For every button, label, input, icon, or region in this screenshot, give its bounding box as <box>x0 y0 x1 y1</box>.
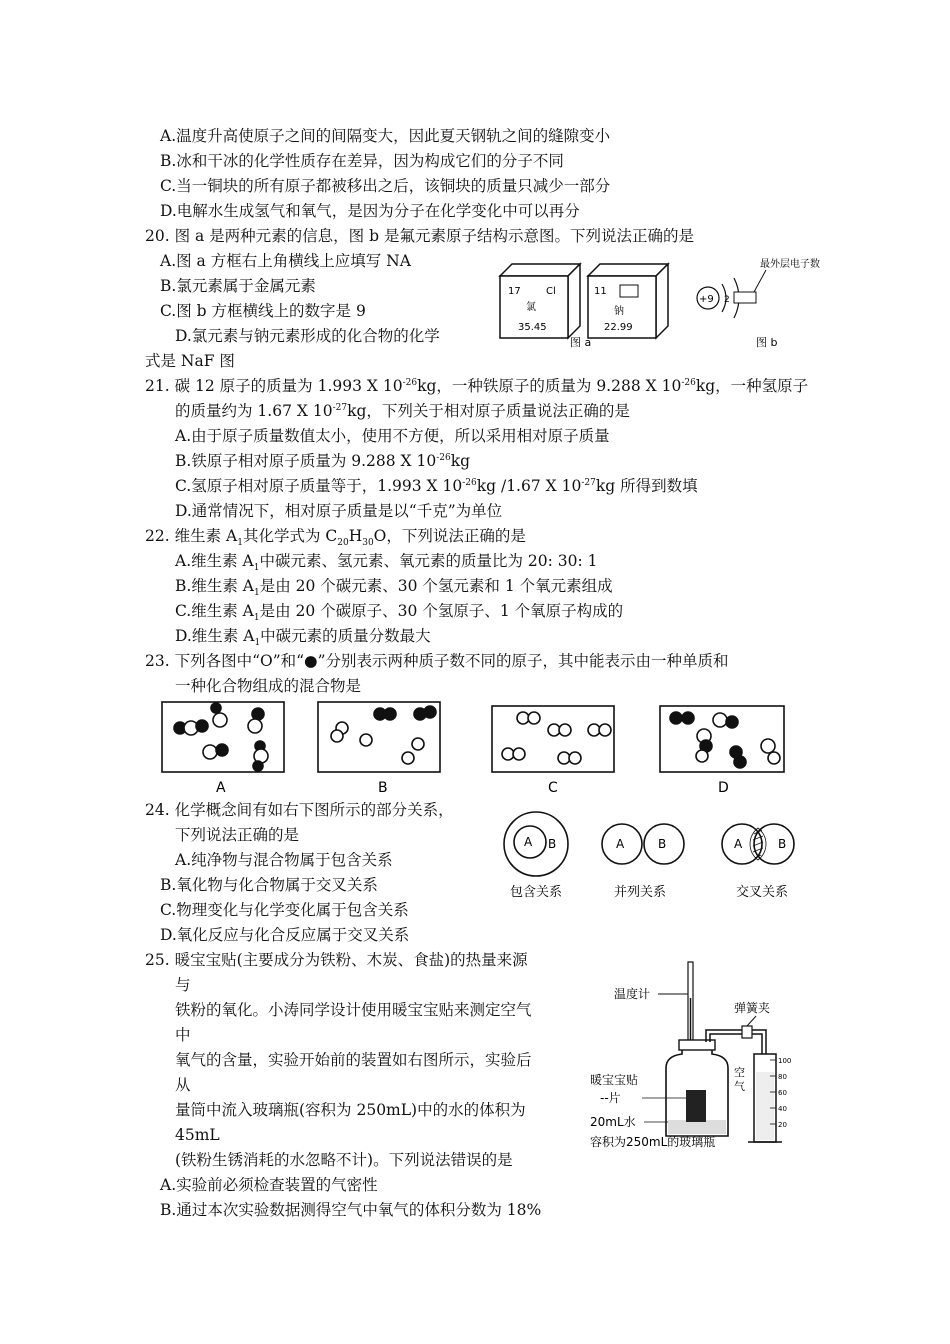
q19-option-d: D.电解水生成氢气和氧气，是因为分子在化学变化中可以再分 <box>160 202 580 220</box>
svg-text:20: 20 <box>778 1121 787 1129</box>
label-a: A <box>216 780 226 796</box>
caption-intersection: 交叉关系 <box>736 885 789 900</box>
q22-stem: 22. 维生素 $A_1$其化学式为 $C_{20}H_{30}O$，下列说法正确的是 <box>145 527 526 549</box>
q24-stem-line1: 24. 化学概念间有如右下图所示的部分关系， <box>145 801 454 819</box>
svg-text:22.99: 22.99 <box>604 322 633 333</box>
label-d: D <box>718 780 729 796</box>
q21-option-b: B.铁原子相对原子质量为 9.288 X $10^{-26}kg$ <box>175 452 471 470</box>
q19-option-a: A.温度升高使原子之间的间隔变大，因此夏天钢轨之间的缝隙变小 <box>160 127 611 145</box>
svg-text:20mL水: 20mL水 <box>590 1115 636 1129</box>
q25-option-a: A.实验前必须检查装置的气密性 <box>160 1176 378 1194</box>
label-b: B <box>378 780 388 796</box>
q22-option-b: B.维生素 $A_1$是由 20 个碳元素、30 个氢元素和 1 个氧元素组成 <box>175 577 613 599</box>
q25-stem-line2: 与 <box>175 976 191 994</box>
q23-stem-line1: 23. 下列各图中“O”和“●”分别表示两种质子数不同的原子，其中能表示由一种单质和 <box>145 652 729 670</box>
q25-stem-line7: 量筒中流入玻璃瓶(容积为 250mL)中的水的体积为 <box>175 1101 526 1119</box>
svg-text:80: 80 <box>778 1073 787 1081</box>
svg-text:氯: 氯 <box>526 302 536 313</box>
q20-option-d-cont: 式是 NaF 图 <box>145 352 235 370</box>
svg-text:100: 100 <box>778 1057 792 1065</box>
label-c: C <box>548 780 558 796</box>
q22-option-c: C.维生素 $A_1$是由 20 个碳原子、30 个氢原子、1 个氧原子构成的 <box>175 602 624 624</box>
svg-text:2: 2 <box>724 295 730 305</box>
q20-option-a: A.图 a 方框右上角横线上应填写 NA <box>160 252 411 270</box>
svg-text:+9: +9 <box>699 294 714 305</box>
svg-text:A: A <box>734 837 743 851</box>
warmer-patch <box>686 1090 706 1122</box>
svg-text:气: 气 <box>734 1080 745 1093</box>
svg-text:容积为250mL的玻璃瓶: 容积为250mL的玻璃瓶 <box>590 1135 716 1149</box>
q24-option-a: A.纯净物与混合物属于包含关系 <box>175 851 393 869</box>
q24-option-b: B.氧化物与化合物属于交叉关系 <box>160 876 378 894</box>
element-info-figure <box>488 252 848 352</box>
q25-stem-line1: 25. 暖宝宝贴(主要成分为铁粉、木炭、食盐)的热量来源 <box>145 951 528 969</box>
caption-fig-a: 图 a <box>570 336 592 349</box>
caption-inclusion: 包含关系 <box>510 885 563 900</box>
svg-text:暖宝宝贴: 暖宝宝贴 <box>590 1073 639 1087</box>
svg-text:A: A <box>524 835 533 849</box>
svg-text:35.45: 35.45 <box>518 322 547 333</box>
q25-stem-line3: 铁粉的氧化。小涛同学设计使用暖宝宝贴来测定空气 <box>175 1001 532 1019</box>
svg-text:A: A <box>616 837 625 851</box>
apparatus-figure <box>586 958 808 1158</box>
svg-text:--片: --片 <box>600 1091 621 1105</box>
caption-parallel: 并列关系 <box>614 885 667 900</box>
q20-option-d: D.氯元素与钠元素形成的化合物的化学 <box>175 327 440 345</box>
q25-stem-line5: 氧气的含量，实验开始前的装置如右图所示，实验后 <box>175 1051 532 1069</box>
svg-text:11: 11 <box>594 286 607 297</box>
q21-option-d: D.通常情况下，相对原子质量是以“千克”为单位 <box>175 502 503 520</box>
q19-option-c: C.当一铜块的所有原子都被移出之后，该铜块的质量只减少一部分 <box>160 177 611 195</box>
q19-option-b: B.冰和干冰的化学性质存在差异，因为构成它们的分子不同 <box>160 152 564 170</box>
chlorine-cube <box>500 264 580 338</box>
spring-clip <box>742 1026 752 1038</box>
q25-stem-line4: 中 <box>175 1026 191 1044</box>
q21-stem-line1: 21. 碳 12 原子的质量为 1.993 X $10^{-26}kg$，一种铁原子的质量为 9.288 X $10^{-26}kg$，一种氢原子 <box>145 377 809 395</box>
q20-stem: 20. 图 a 是两种元素的信息，图 b 是氟元素原子结构示意图。下列说法正确的是 <box>145 227 694 245</box>
svg-text:温度计: 温度计 <box>614 987 651 1001</box>
svg-text:空: 空 <box>734 1066 745 1079</box>
svg-text:B: B <box>778 837 787 851</box>
q22-option-a: A.维生素 $A_1$中碳元素、氢元素、氧元素的质量比为 20: 30: 1 <box>175 552 598 574</box>
set-relation-diagrams <box>494 808 814 908</box>
fluorine-atom-diagram <box>697 257 820 318</box>
q20-option-c: C.图 b 方框横线上的数字是 9 <box>160 302 366 320</box>
q20-option-b: B.氯元素属于金属元素 <box>160 277 316 295</box>
q25-stem-line8: 45mL <box>175 1126 220 1144</box>
q25-stem-line9: (铁粉生锈消耗的水忽略不计)。下列说法错误的是 <box>175 1151 513 1169</box>
q23-stem-line2: 一种化合物组成的混合物是 <box>175 677 362 695</box>
svg-text:弹簧夹: 弹簧夹 <box>734 1001 771 1015</box>
q25-option-b: B.通过本次实验数据测得空气中氧气的体积分数为 18% <box>160 1201 542 1219</box>
q21-stem-line2: 的质量约为 1.67 X $10^{-27}kg$，下列关于相对原子质量说法正确的是 <box>175 402 630 420</box>
q21-option-a: A.由于原子质量数值太小，使用不方便，所以采用相对原子质量 <box>175 427 610 445</box>
q25-stem-line6: 从 <box>175 1076 191 1094</box>
q24-option-d: D.氧化反应与化合反应属于交叉关系 <box>160 926 410 944</box>
svg-text:17: 17 <box>508 286 521 297</box>
q24-stem-line2: 下列说法正确的是 <box>175 826 300 844</box>
sodium-cube <box>588 264 668 338</box>
q24-option-c: C.物理变化与化学变化属于包含关系 <box>160 901 409 919</box>
svg-text:B: B <box>548 837 557 851</box>
svg-text:B: B <box>658 837 667 851</box>
q21-option-c: C.氢原子相对原子质量等于，1.993 X $10^{-26}kg$ /1.67 X $10^{-27}kg$ 所得到数填 <box>175 477 698 495</box>
caption-fig-b: 图 b <box>756 336 778 349</box>
svg-text:钠: 钠 <box>614 306 624 317</box>
q22-option-d: D.维生素 $A_1$中碳元素的质量分数最大 <box>175 627 431 649</box>
svg-text:40: 40 <box>778 1105 787 1113</box>
svg-text:Cl: Cl <box>546 286 556 297</box>
svg-text:60: 60 <box>778 1089 787 1097</box>
svg-text:最外层电子数: 最外层电子数 <box>760 259 820 270</box>
particle-diagrams <box>158 700 790 800</box>
particle-box-c <box>492 706 614 772</box>
